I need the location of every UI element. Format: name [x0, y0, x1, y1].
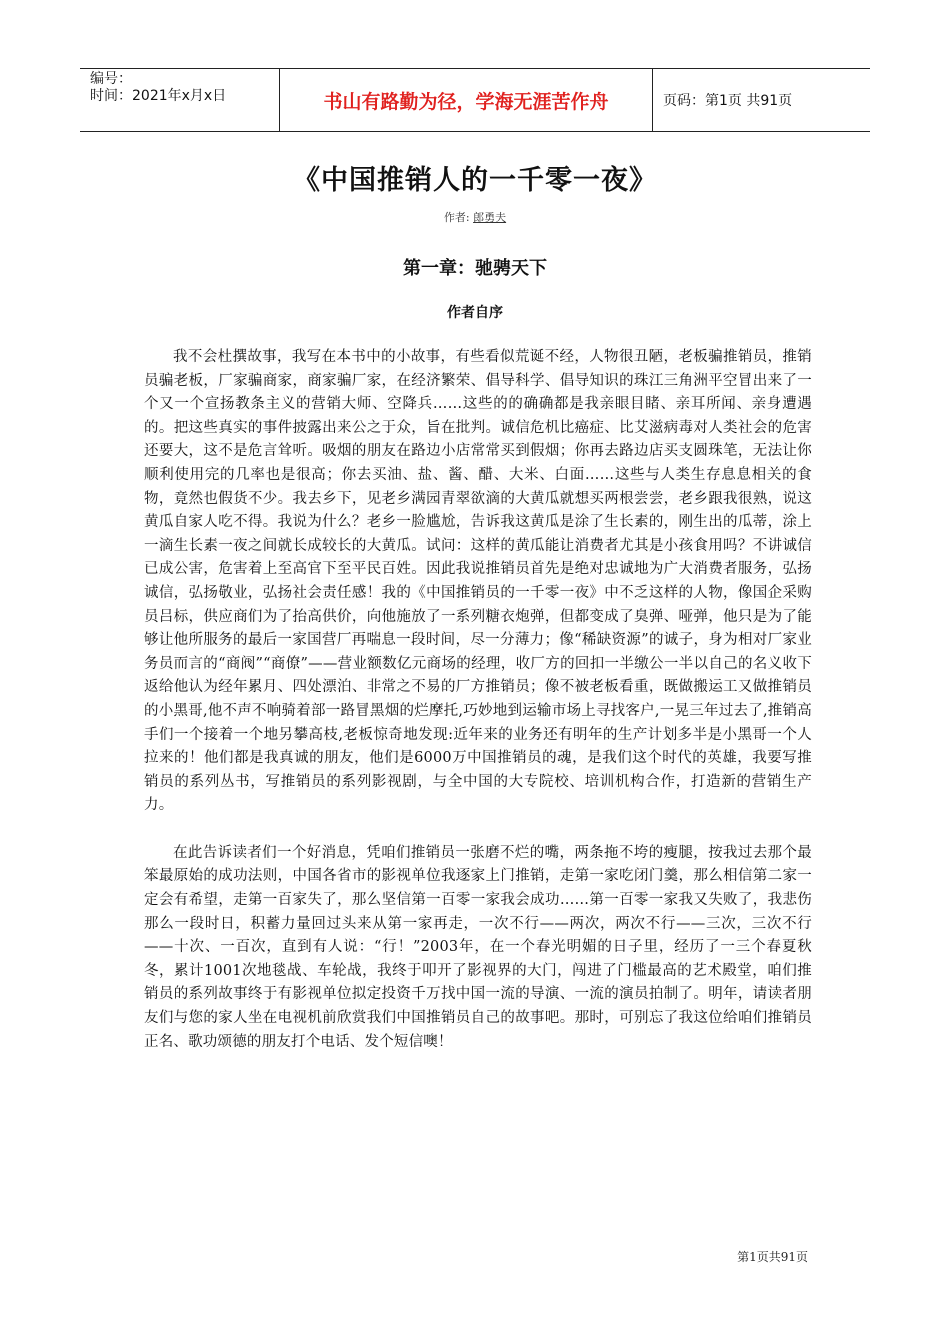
page-header: [80, 68, 870, 132]
author-label: 作者:: [443, 211, 474, 224]
body-text: [144, 346, 812, 1078]
paragraph: 我不会杜撰故事，我写在本书中的小故事，有些看似荒诞不经，人物很丑陋，老板骗推销员，推销员骗老板，厂家骗商家，商家骗厂家，在经济繁荣、倡导科学、倡导知识的珠江三角洲平空冒出来了一个又一个宣扬教条主义的营销大师、空降兵……这些的的确确都是我亲眼目睹、亲耳所闻、亲身遭遇的。把这些真实的事件披露出来公之于众，旨在批判。诚信危机比癌症、比艾滋病毒对人类社会的危害还要大，这不是危言耸听。吸烟的朋友在路边小店常常买到假烟；你再去路边店买支圆珠笔，无法让你顺利使用完的几率也是很高；你去买油、盐、酱、醋、大米、白面……这些与人类生存息息相关的食物，竟然也假货不少。我去乡下，见老乡满园青翠欲滴的大黄瓜就想买两根尝尝，老乡跟我很熟，说这黄瓜自家人吃不得。我说为什么？老乡一脸尴尬，告诉我这黄瓜是涂了生长素的，刚生出的瓜蒂，涂上一滴生长素一夜之间就长成较长的大黄瓜。试问：这样的黄瓜能让消费者尤其是小孩食用吗？不讲诚信已成公害，危害着上至高官下至平民百姓。因此我说推销员首先是绝对忠诚地为广大消费者服务，弘扬诚信，弘扬敬业，弘扬社会责任感！我的《中国推销员的一千零一夜》中不乏这样的人物，像国企采购员吕标，供应商们为了抬高供价，向他施放了一系列糖衣炮弹，但都变成了臭弹、哑弹，他只是为了能够让他所服务的最后一家国营厂再喘息一段时间，尽一分薄力；像“稀缺资源”的诚子，身为相对厂家业务员而言的“商阀”“商僚”——营业额数亿元商场的经理，收厂方的回扣一半缴公一半以自己的名义收下返给他认为经年累月、四处漂泊、非常之不易的厂方推销员；像不被老板看重，既做搬运工又做推销员的小黑哥,他不声不响骑着部一路冒黑烟的烂摩托,巧妙地到运输市场上寻找客户,一晃三年过去了,推销高手们一个接着一个地另攀高枝,老板惊奇地发现:近年来的业务还有明年的生产计划多半是小黑哥一个人拉来的！他们都是我真诚的朋友，他们是6000万中国推销员的魂，是我们这个时代的英雄，我要写推销员的系列丛书，写推销员的系列影视剧，与全中国的大专院校、培训机构合作，打造新的营销生产力。: [144, 349, 812, 814]
section-heading: 作者自序: [447, 305, 503, 321]
document-title: 《中国推销人的一千零一夜》: [293, 165, 657, 196]
author-name-link[interactable]: 郎勇夫: [473, 211, 507, 224]
chapter-heading: 第一章：驰骋天下: [403, 258, 547, 279]
header-page-code: 页码：第1页 共91页: [663, 93, 793, 109]
serial-label: 编号：: [90, 71, 132, 87]
header-motto: 书山有路勤为径，学海无涯苦作舟: [280, 69, 653, 131]
paragraph: 在此告诉读者们一个好消息，凭咱们推销员一张磨不烂的嘴，两条拖不垮的瘦腿，按我过去那个最笨最原始的成功法则，中国各省市的影视单位我逐家上门推销，走第一家吃闭门羹，那么相信第二家一定会有希望，走第一百家失了，那么坚信第一百零一家我会成功……第一百零一家我又失败了，我悲伤那么一段时日，积蓄力量回过头来从第一家再走，一次不行——两次，两次不行——三次，三次不行——十次、一百次，直到有人说：“行！”2003年，在一个春光明媚的日子里，经历了一三个春夏秋冬，累计1001次地毯战、车轮战，我终于叩开了影视界的大门，闯进了门槛最高的艺术殿堂，咱们推销员的系列故事终于有影视单位拟定投资千万找中国一流的导演、一流的演员拍制了。明年，请读者朋友们与您的家人坐在电视机前欣赏我们中国推销员自己的故事吧。那时，可别忘了我这位给咱们推销员正名、歌功颂德的朋友打个电话、发个短信噢！: [144, 844, 812, 1050]
page-footer: 第1页共91页: [737, 1250, 808, 1264]
header-meta: [80, 69, 280, 131]
time-line: 时间：2021年x月x日: [90, 88, 227, 104]
author-line: [0, 209, 950, 225]
